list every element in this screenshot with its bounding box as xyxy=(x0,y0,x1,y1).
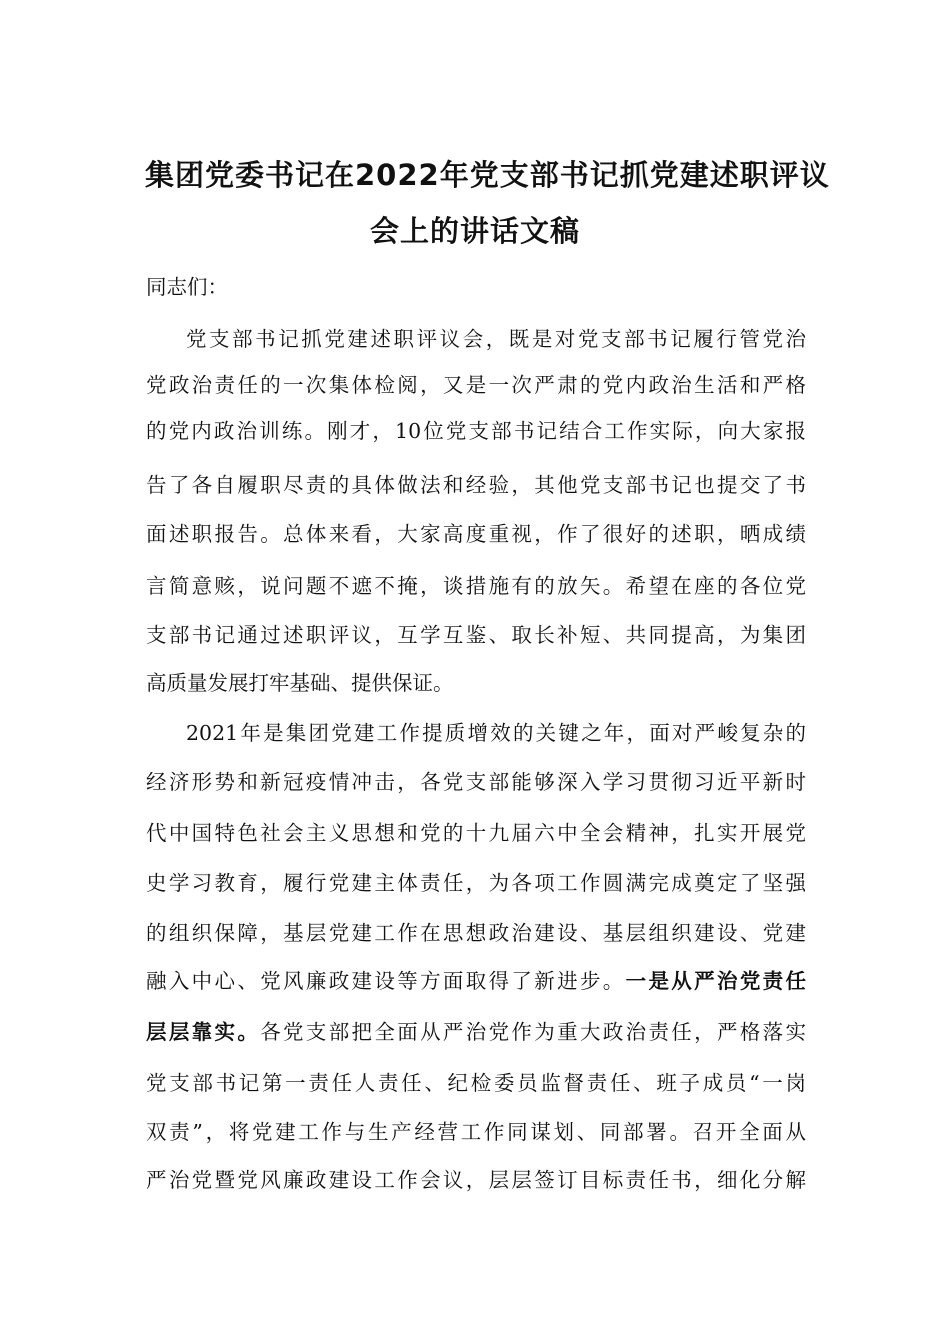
paragraph-2-line: 史学习教育，履行党建主体责任，为各项工作圆满完成奠定了坚强 xyxy=(146,871,806,895)
document-title-line-2: 会上的讲话文稿 xyxy=(369,214,580,248)
paragraph-1-line: 言简意赅，说问题不遮不掩，谈措施有的放矢。希望在座的各位党 xyxy=(146,574,806,598)
paragraph-1-line: 党政治责任的一次集体检阅，又是一次严肃的党内政治生活和严格 xyxy=(146,373,806,397)
paragraph-1-line: 面述职报告。总体来看，大家高度重视，作了很好的述职，晒成绩 xyxy=(146,522,806,546)
paragraph-2-line: 的组织保障，基层党建工作在思想政治建设、基层组织建设、党建 xyxy=(146,921,806,945)
paragraph-1-line: 高质量发展打牢基础、提供保证。 xyxy=(146,671,454,695)
paragraph-2-line-mixed xyxy=(146,966,806,996)
paragraph-2-line: 代中国特色社会主义思想和党的十九届六中全会精神，扎实开展党 xyxy=(146,821,806,845)
emphasis-heading-part-1: 一是从严治党责任 xyxy=(625,969,806,993)
paragraph-2-line: 2021年是集团党建工作提质增效的关键之年，面对严峻复杂的 xyxy=(186,721,806,745)
emphasis-heading-part-2: 层层靠实。 xyxy=(146,1020,261,1044)
paragraph-1-line: 告了各自履职尽责的具体做法和经验，其他党支部书记也提交了书 xyxy=(146,473,806,497)
salutation: 同志们： xyxy=(146,275,228,299)
paragraph-2-text: 各党支部把全面从严治党作为重大政治责任，严格落实 xyxy=(260,1020,807,1044)
paragraph-2-line-mixed xyxy=(146,1017,806,1047)
paragraph-2-line: 经济形势和新冠疫情冲击，各党支部能够深入学习贯彻习近平新时 xyxy=(146,770,806,794)
paragraph-2-text: 融入中心、党风廉政建设等方面取得了新进步。 xyxy=(146,969,626,993)
paragraph-2-line: 严治党暨党风廉政建设工作会议，层层签订目标责任书，细化分解 xyxy=(146,1168,806,1192)
paragraph-1-line: 支部书记通过述职评议，互学互鉴、取长补短、共同提高，为集团 xyxy=(146,623,806,647)
paragraph-1-line: 党支部书记抓党建述职评议会，既是对党支部书记履行管党治 xyxy=(186,327,806,351)
paragraph-2-line: 双责”，将党建工作与生产经营工作同谋划、同部署。召开全面从 xyxy=(146,1120,806,1144)
paragraph-2-line: 党支部书记第一责任人责任、纪检委员监督责任、班子成员“一岗 xyxy=(146,1071,806,1095)
document-title-line-1: 集团党委书记在2022年党支部书记抓党建述职评议 xyxy=(145,158,830,192)
paragraph-1-line: 的党内政治训练。刚才，10位党支部书记结合工作实际，向大家报 xyxy=(146,419,806,443)
